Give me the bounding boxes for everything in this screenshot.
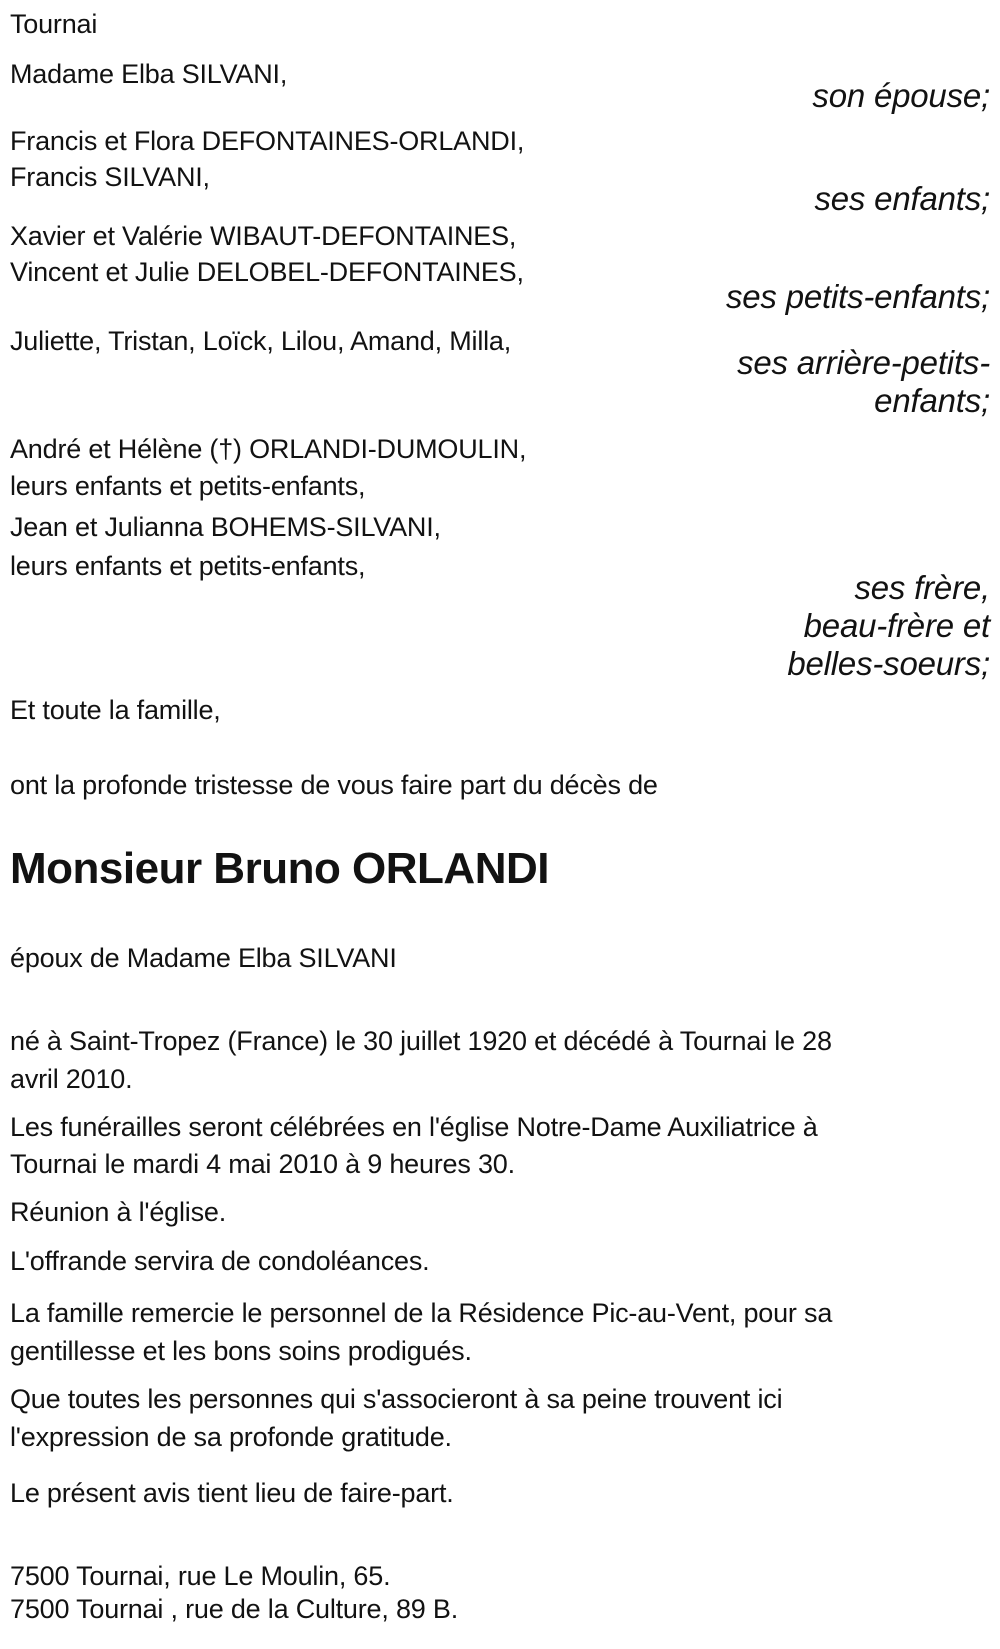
offering-line: L'offrande servira de condoléances.	[10, 1246, 430, 1276]
family-closing-line: Et toute la famille,	[10, 695, 221, 725]
birth-death-line: né à Saint-Tropez (France) le 30 juillet 1920 et décédé à Tournai le 28	[10, 1026, 832, 1056]
meeting-line: Réunion à l'église.	[10, 1197, 226, 1227]
gratitude-line: l'expression de sa profonde gratitude.	[10, 1422, 452, 1452]
great-grandchildren-names-line: Juliette, Tristan, Loïck, Lilou, Amand, Milla,	[10, 326, 512, 356]
deceased-relation-line: époux de Madame Elba SILVANI	[10, 943, 397, 973]
spouse-name-line: Madame Elba SILVANI,	[10, 59, 288, 89]
great-grandchildren-relation-label: ses arrière-petits-	[737, 344, 990, 381]
address-line: 7500 Tournai , rue de la Culture, 89 B.	[10, 1594, 458, 1624]
grandchild-name-line: Xavier et Valérie WIBAUT-DEFONTAINES,	[10, 221, 517, 251]
thanks-line: La famille remercie le personnel de la Résidence Pic-au-Vent, pour sa	[10, 1298, 833, 1328]
sibling-descendants-line: leurs enfants et petits-enfants,	[10, 471, 366, 501]
child-name-line: Francis et Flora DEFONTAINES-ORLANDI,	[10, 126, 525, 156]
funeral-info-line: Tournai le mardi 4 mai 2010 à 9 heures 30.	[10, 1149, 515, 1179]
gratitude-line: Que toutes les personnes qui s'associeront à sa peine trouvent ici	[10, 1384, 783, 1414]
city-line: Tournai	[10, 9, 98, 39]
siblings-relation-label: beau-frère et	[803, 607, 990, 644]
sibling-descendants-line: leurs enfants et petits-enfants,	[10, 551, 366, 581]
funeral-info-line: Les funérailles seront célébrées en l'église Notre-Dame Auxiliatrice à	[10, 1112, 818, 1142]
deceased-name-title: Monsieur Bruno ORLANDI	[10, 844, 549, 893]
sibling-name-line: Jean et Julianna BOHEMS-SILVANI,	[10, 512, 441, 542]
grandchild-name-line: Vincent et Julie DELOBEL-DEFONTAINES,	[10, 257, 524, 287]
children-relation-label: ses enfants;	[814, 180, 990, 217]
address-line: 7500 Tournai, rue Le Moulin, 65.	[10, 1561, 391, 1591]
notice-statement-line: Le présent avis tient lieu de faire-part.	[10, 1478, 454, 1508]
announcement-line: ont la profonde tristesse de vous faire part du décès de	[10, 770, 658, 800]
sibling-name-line: André et Hélène (†) ORLANDI-DUMOULIN,	[10, 434, 527, 464]
thanks-line: gentillesse et les bons soins prodigués.	[10, 1336, 472, 1366]
grandchildren-relation-label: ses petits-enfants;	[725, 278, 990, 315]
siblings-relation-label: ses frère,	[854, 569, 990, 606]
child-name-line: Francis SILVANI,	[10, 162, 210, 192]
birth-death-line: avril 2010.	[10, 1064, 133, 1094]
great-grandchildren-relation-label: enfants;	[874, 382, 990, 419]
siblings-relation-label: belles-soeurs;	[787, 645, 990, 682]
spouse-relation-label: son épouse;	[812, 77, 990, 114]
